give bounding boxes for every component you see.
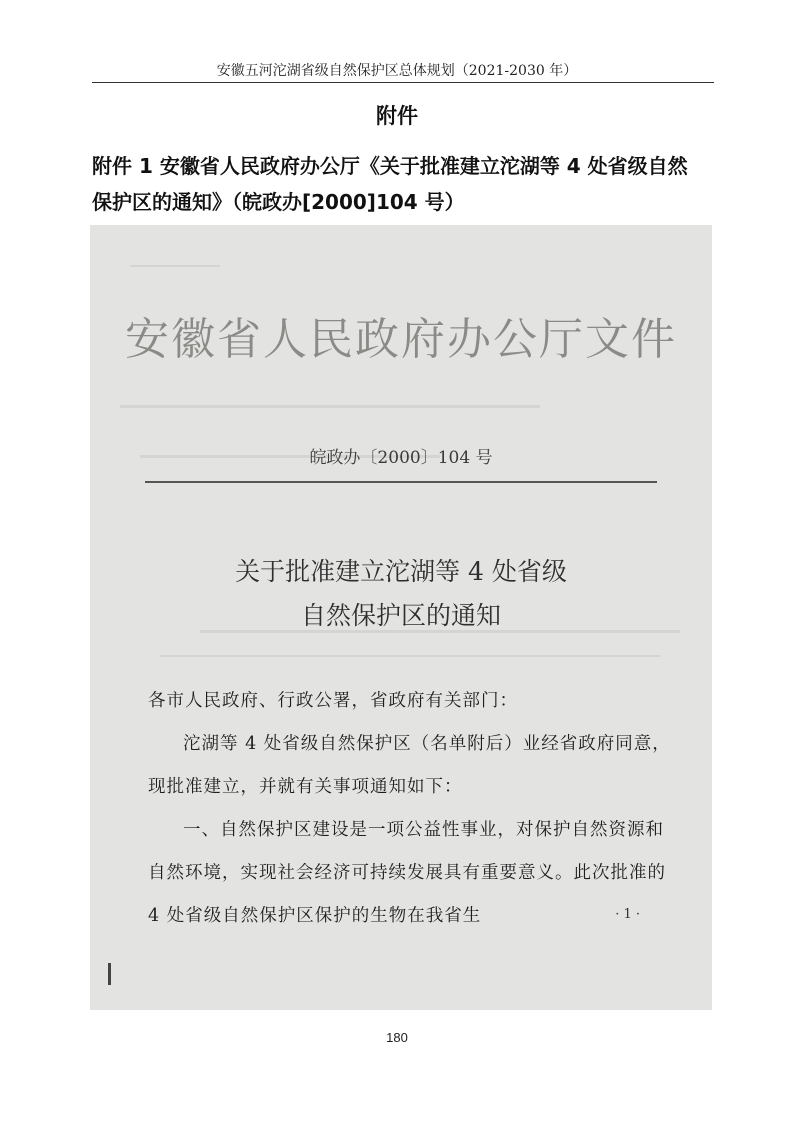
annex-caption-line-2: 保护区的通知》（皖政办[2000]104 号） (92, 190, 465, 214)
scan-document-number: 皖政办〔2000〕104 号 (309, 448, 493, 468)
scan-red-rule (145, 481, 657, 483)
scan-masthead: 安徽省人民政府办公厅文件 (125, 314, 677, 365)
scan-title-line-1: 关于批准建立沱湖等 4 处省级 (235, 557, 567, 586)
header-rule (92, 82, 714, 83)
scan-paragraph-1: 沱湖等 4 处省级自然保护区（名单附后）业经省政府同意，现批准建立，并就有关事项通知如下： (148, 734, 671, 797)
scan-inner-page-number: · 1 · (615, 907, 640, 922)
scan-paragraph-2: 一、自然保护区建设是一项公益性事业，对保护自然资源和自然环境，实现社会经济可持续发展具有重要意义。此次批准的 4 处省级自然保护区保护的生物在我省生 (148, 820, 666, 926)
scan-edge-mark (108, 963, 111, 985)
annex-caption-line-1: 附件 1 安徽省人民政府办公厅《关于批准建立沱湖等 4 处省级自然 (92, 154, 688, 178)
scan-body (148, 680, 678, 938)
scan-addressee: 各市人民政府、行政公署，省政府有关部门： (148, 691, 518, 711)
scan-noise (120, 405, 540, 408)
annex-caption (92, 148, 722, 220)
scan-title-line-2: 自然保护区的通知 (300, 601, 501, 630)
scan-title (90, 550, 712, 638)
scan-noise (130, 265, 220, 267)
section-title: 附件 (376, 104, 418, 128)
scan-noise (160, 655, 660, 657)
page-number: 180 (386, 1030, 408, 1045)
running-header: 安徽五河沱湖省级自然保护区总体规划（2021-2030 年） (216, 63, 578, 79)
scanned-document-image (90, 225, 712, 1010)
